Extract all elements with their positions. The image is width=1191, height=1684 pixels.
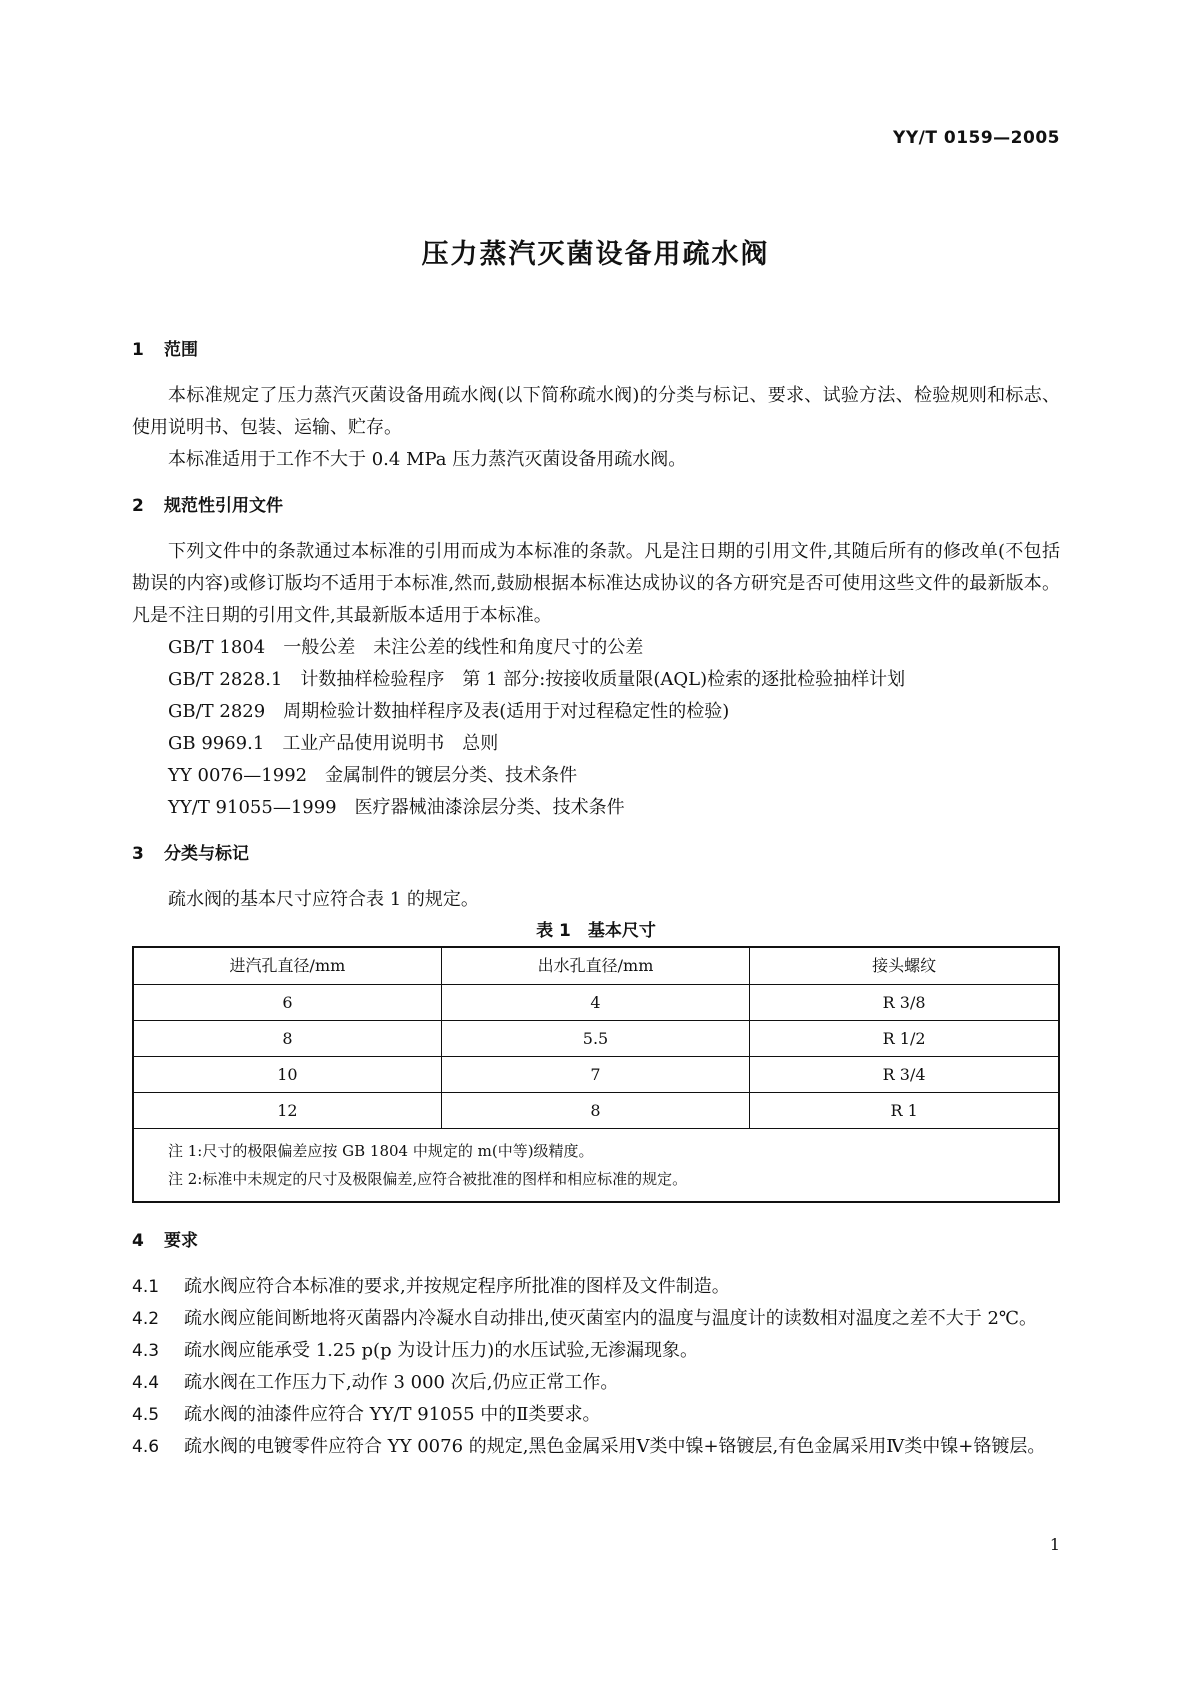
document-body	[132, 334, 1060, 1463]
reference-title: 金属制件的镀层分类、技术条件	[325, 765, 578, 786]
table-row	[133, 1057, 1059, 1093]
reference-code: GB/T 2829	[168, 701, 266, 722]
requirement-number: 4.4	[132, 1373, 160, 1393]
table-notes	[133, 1129, 1059, 1203]
requirement-number: 4.3	[132, 1341, 160, 1361]
section-heading	[132, 838, 1060, 870]
table-cell: R 1/2	[750, 1021, 1059, 1057]
requirement-number: 4.5	[132, 1405, 160, 1425]
requirement-text: 疏水阀应能承受 1.25 p(p 为设计压力)的水压试验,无渗漏现象。	[184, 1340, 699, 1361]
section-scope	[132, 334, 1060, 476]
reference-item	[132, 792, 1060, 824]
table-row	[133, 985, 1059, 1021]
table-notes-row	[133, 1129, 1059, 1203]
requirement-item	[132, 1271, 1060, 1303]
table-header-row	[133, 947, 1059, 985]
section-heading	[132, 490, 1060, 522]
table-row	[133, 1021, 1059, 1057]
dimensions-table	[132, 946, 1060, 1203]
reference-code: YY 0076—1992	[168, 765, 308, 786]
reference-title: 一般公差 未注公差的线性和角度尺寸的公差	[283, 637, 644, 658]
section-normative-references	[132, 490, 1060, 824]
table-cell: 6	[133, 985, 441, 1021]
table-cell: 5.5	[441, 1021, 749, 1057]
reference-code: GB/T 1804	[168, 637, 266, 658]
table-note: 注 2:标准中未规定的尺寸及极限偏差,应符合被批准的图样和相应标准的规定。	[168, 1170, 688, 1188]
requirement-text: 疏水阀的油漆件应符合 YY/T 91055 中的Ⅱ类要求。	[184, 1404, 601, 1425]
requirement-text: 疏水阀应能间断地将灭菌器内冷凝水自动排出,使灭菌室内的温度与温度计的读数相对温度之差不大于 2℃。	[184, 1308, 1038, 1329]
document-title: 压力蒸汽灭菌设备用疏水阀	[421, 239, 770, 270]
section-title: 要求	[164, 1231, 198, 1251]
paragraph: 本标准规定了压力蒸汽灭菌设备用疏水阀(以下简称疏水阀)的分类与标记、要求、试验方法、检验规则和标志、使用说明书、包装、运输、贮存。	[132, 385, 1060, 438]
section-number: 4	[132, 1231, 144, 1251]
section-heading	[132, 1225, 1060, 1257]
reference-title: 医疗器械油漆涂层分类、技术条件	[354, 797, 625, 818]
requirement-item	[132, 1431, 1060, 1463]
reference-item	[132, 696, 1060, 728]
reference-code: GB 9969.1	[168, 733, 265, 754]
table-cell: 7	[441, 1057, 749, 1093]
section-number: 2	[132, 496, 144, 516]
reference-title: 计数抽样检验程序 第 1 部分:按接收质量限(AQL)检索的逐批检验抽样计划	[300, 669, 906, 690]
requirement-item	[132, 1303, 1060, 1335]
section-title: 范围	[164, 340, 198, 360]
table-caption: 表 1 基本尺寸	[536, 921, 656, 941]
paragraph: 下列文件中的条款通过本标准的引用而成为本标准的条款。凡是注日期的引用文件,其随后所有的修改单(不包括勘误的内容)或修订版均不适用于本标准,然而,鼓励根据本标准达成协议的各方研究是否可使用这些文件的最新版本。凡是不注日期的引用文件,其最新版本适用于本标准。	[132, 541, 1060, 626]
column-header: 进汽孔直径/mm	[133, 947, 441, 985]
requirement-text: 疏水阀在工作压力下,动作 3 000 次后,仍应正常工作。	[184, 1372, 619, 1393]
page-number: 1	[1049, 1535, 1060, 1554]
table-note: 注 1:尺寸的极限偏差应按 GB 1804 中规定的 m(中等)级精度。	[168, 1142, 594, 1160]
table-cell: R 3/8	[750, 985, 1059, 1021]
requirement-number: 4.6	[132, 1437, 160, 1457]
reference-title: 工业产品使用说明书 总则	[282, 733, 499, 754]
requirement-text: 疏水阀的电镀零件应符合 YY 0076 的规定,黑色金属采用Ⅴ类中镍+铬镀层,有色金属采用Ⅳ类中镍+铬镀层。	[184, 1436, 1046, 1457]
table-cell: R 3/4	[750, 1057, 1059, 1093]
paragraph: 本标准适用于工作不大于 0.4 MPa 压力蒸汽灭菌设备用疏水阀。	[168, 449, 687, 470]
section-number: 3	[132, 844, 144, 864]
section-number: 1	[132, 340, 144, 360]
reference-title: 周期检验计数抽样程序及表(适用于对过程稳定性的检验)	[283, 701, 730, 722]
section-title: 分类与标记	[164, 844, 249, 864]
requirement-item	[132, 1335, 1060, 1367]
table-cell: 8	[133, 1021, 441, 1057]
paragraph: 疏水阀的基本尺寸应符合表 1 的规定。	[168, 889, 479, 910]
requirement-number: 4.1	[132, 1277, 160, 1297]
reference-item	[132, 760, 1060, 792]
table-cell: R 1	[750, 1093, 1059, 1129]
section-heading	[132, 334, 1060, 366]
reference-item	[132, 728, 1060, 760]
table-row	[133, 1093, 1059, 1129]
requirement-item	[132, 1367, 1060, 1399]
section-title: 规范性引用文件	[164, 496, 283, 516]
reference-item	[132, 632, 1060, 664]
table-cell: 10	[133, 1057, 441, 1093]
reference-code: GB/T 2828.1	[168, 669, 283, 690]
requirement-number: 4.2	[132, 1309, 160, 1329]
section-requirements	[132, 1225, 1060, 1463]
column-header: 接头螺纹	[750, 947, 1059, 985]
table-cell: 4	[441, 985, 749, 1021]
requirement-text: 疏水阀应符合本标准的要求,并按规定程序所批准的图样及文件制造。	[184, 1276, 730, 1297]
section-classification	[132, 838, 1060, 1203]
reference-code: YY/T 91055—1999	[168, 797, 337, 818]
column-header: 出水孔直径/mm	[441, 947, 749, 985]
reference-item	[132, 664, 1060, 696]
table-cell: 12	[133, 1093, 441, 1129]
standard-code: YY/T 0159—2005	[893, 128, 1060, 148]
table-cell: 8	[441, 1093, 749, 1129]
requirement-item	[132, 1399, 1060, 1431]
